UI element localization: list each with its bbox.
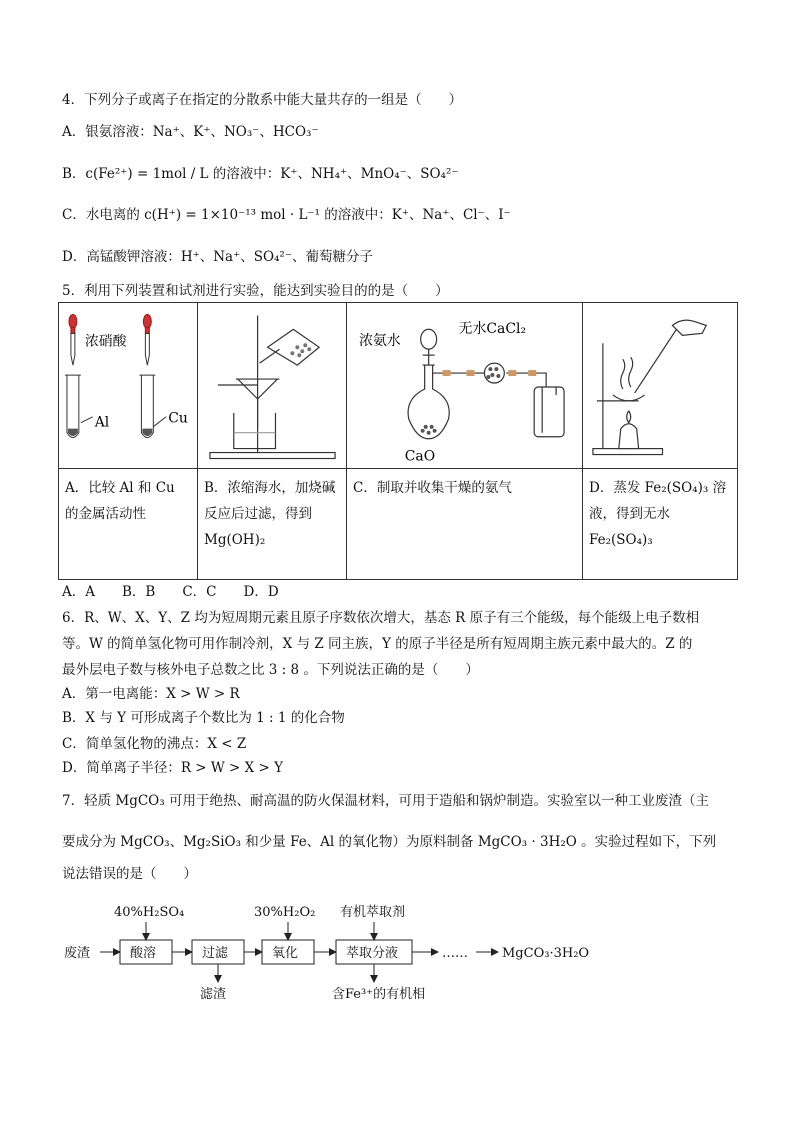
caption-d: D．蒸发 Fe₂(SO₄)₃ 溶液，得到无水 Fe₂(SO₄)₃ — [583, 469, 738, 580]
flow-step-2: 过滤 — [202, 946, 229, 961]
flow-ellipsis: …… — [442, 946, 468, 961]
flow-reagent-extractant: 有机萃取剂 — [340, 905, 406, 920]
flow-product: MgCO₃·3H₂O — [502, 946, 590, 961]
caption-b: B．浓缩海水，加烧碱反应后过滤，得到 Mg(OH)₂ — [198, 469, 347, 580]
flow-residue: 滤渣 — [200, 987, 227, 1002]
flow-organic-phase: 含Fe³⁺的有机相 — [332, 987, 426, 1002]
q4-option-c: C．水电离的 c(H⁺) = 1×10⁻¹³ mol · L⁻¹ 的溶液中：K⁺、Na⁺、Cl⁻、I⁻ — [62, 207, 511, 223]
filtration-diagram — [198, 303, 346, 468]
q7-stem-line1: 7．轻质 MgCO₃ 可用于绝热、耐高温的防火保温材料，可用于造船和锅炉制造。实验室以一种工业废渣（主 — [62, 793, 709, 809]
apparatus-d — [583, 303, 738, 469]
q4-option-a: A．银氨溶液：Na⁺、K⁺、NO₃⁻、HCO₃⁻ — [62, 124, 319, 140]
label-conc-nitric: 浓硝酸 — [84, 333, 127, 350]
caption-a: A．比较 Al 和 Cu 的金属活动性 — [59, 469, 198, 580]
q7-stem-line2: 要成分为 MgCO₃、Mg₂SiO₃ 和少量 Fe、Al 的氧化物）为原料制备 MgCO₃ · 3H₂O 。实验过程如下，下列 — [62, 834, 717, 850]
flow-start: 废渣 — [64, 946, 91, 961]
label-cacl2: 无水CaCl₂ — [458, 321, 527, 338]
flow-reagent-h2so4: 40%H₂SO₄ — [114, 905, 185, 920]
apparatus-c — [347, 303, 583, 469]
q5-stem: 5．利用下列装置和试剂进行实验，能达到实验目的的是（ ） — [62, 283, 449, 299]
apparatus-a — [59, 303, 198, 469]
q6-option-a: A．第一电离能：X > W > R — [62, 686, 240, 702]
q4-stem: 4．下列分子或离子在指定的分散系中能大量共存的一组是（ ） — [62, 92, 463, 108]
process-flow-diagram — [58, 900, 598, 1010]
flow-step-4: 萃取分液 — [346, 946, 399, 961]
caption-c: C．制取并收集干燥的氨气 — [347, 469, 583, 580]
label-cao: CaO — [404, 448, 436, 465]
q6-stem-line1: 6．R、W、X、Y、Z 均为短周期元素且原子序数依次增大，基态 R 原子有三个能级，每个能级上电子数相 — [62, 610, 700, 626]
q6-stem-line3: 最外层电子数与核外电子总数之比 3 : 8 。下列说法正确的是（ ） — [62, 662, 479, 678]
q6-option-c: C．简单氢化物的沸点：X < Z — [62, 736, 247, 752]
q4-option-b: B．c(Fe²⁺) = 1mol / L 的溶液中：K⁺、NH₄⁺、MnO₄⁻、SO₄²⁻ — [62, 166, 459, 182]
q4-option-d: D．高锰酸钾溶液：H⁺、Na⁺、SO₄²⁻、葡萄糖分子 — [62, 249, 373, 265]
label-al: Al — [94, 414, 110, 431]
experiment-table — [58, 302, 738, 580]
flow-step-1: 酸溶 — [130, 946, 157, 961]
ammonia-generation-diagram — [347, 303, 582, 468]
evaporation-diagram — [583, 303, 737, 468]
flow-reagent-h2o2: 30%H₂O₂ — [254, 905, 316, 920]
nitric-acid-test-tubes-diagram — [59, 303, 197, 468]
apparatus-b — [198, 303, 347, 469]
q6-stem-line2: 等。W 的简单氢化物可用作制冷剂，X 与 Z 同主族，Y 的原子半径是所有短周期主族元素中最大的。Z 的 — [62, 636, 693, 652]
label-conc-ammonia: 浓氨水 — [358, 333, 401, 350]
label-cu: Cu — [168, 410, 188, 427]
q6-option-b: B．X 与 Y 可形成离子个数比为 1 : 1 的化合物 — [62, 710, 345, 726]
flow-step-3: 氧化 — [272, 946, 299, 961]
q5-options: A．A B．B C．C D．D — [62, 584, 279, 600]
q6-option-d: D．简单离子半径：R > W > X > Y — [62, 760, 284, 776]
q7-stem-line3: 说法错误的是（ ） — [62, 866, 197, 882]
